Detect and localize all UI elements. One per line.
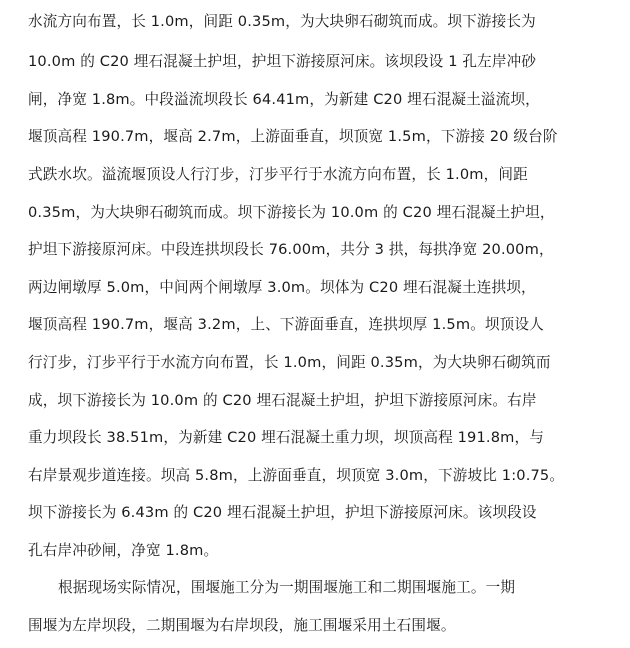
text-line-4: 堰顶高程 190.7m，堰高 2.7m，上游面垂直，坝顶宽 1.5m，下游接 20 级台阶 — [28, 128, 558, 145]
text-line-13: 右岸景观步道连接。坝高 5.8m，上游面垂直，坝顶宽 3.0m，下游坡比 1:0.75。 — [28, 467, 565, 484]
text-line-3: 闸，净宽 1.8m。中段溢流坝段长 64.41m，为新建 C20 埋石混凝土溢流坝， — [28, 91, 540, 108]
text-line-8: 两边闸墩厚 5.0m，中间两个闸墩厚 3.0m。坝体为 C20 埋石混凝土连拱坝， — [28, 279, 536, 296]
text-line-1: 水流方向布置，长 1.0m，间距 0.35m，为大块卵石砌筑而成。坝下游接长为 — [28, 13, 536, 30]
text-line-15: 孔右岸冲砂闸，净宽 1.8m。 — [28, 542, 219, 559]
text-line-6: 0.35m，为大块卵石砌筑而成。坝下游接长为 10.0m 的 C20 埋石混凝土护坦， — [28, 204, 555, 221]
text-line-10: 行汀步，汀步平行于水流方向布置，长 1.0m，间距 0.35m，为大块卵石砌筑而 — [28, 354, 551, 371]
text-line-12: 重力坝段长 38.51m，为新建 C20 埋石混凝土重力坝，坝顶高程 191.8m，与 — [28, 429, 545, 446]
paragraph2-line-2: 围堰为左岸坝段，二期围堰为右岸坝段，施工围堰采用土石围堰。 — [28, 617, 456, 634]
paragraph2-line-1: 根据现场实际情况，围堰施工分为一期围堰施工和二期围堰施工。一期 — [58, 579, 516, 596]
text-line-5: 式跌水坎。溢流堰顶设人行汀步，汀步平行于水流方向布置，长 1.0m，间距 — [28, 166, 528, 183]
text-line-7: 护坦下游接原河床。中段连拱坝段长 76.00m，共分 3 拱，每拱净宽 20.00m， — [28, 241, 554, 258]
text-line-9: 堰顶高程 190.7m，堰高 3.2m，上、下游面垂直，连拱坝厚 1.5m。坝顶设人 — [28, 316, 544, 333]
text-line-11: 成，坝下游接长为 10.0m 的 C20 埋石混凝土护坦，护坦下游接原河床。右岸 — [28, 392, 537, 409]
text-line-2: 10.0m 的 C20 埋石混凝土护坦，护坦下游接原河床。该坝段设 1 孔左岸冲砂 — [28, 53, 537, 70]
text-line-14: 坝下游接长为 6.43m 的 C20 埋石混凝土护坦，护坦下游接原河床。该坝段设 — [28, 504, 537, 521]
